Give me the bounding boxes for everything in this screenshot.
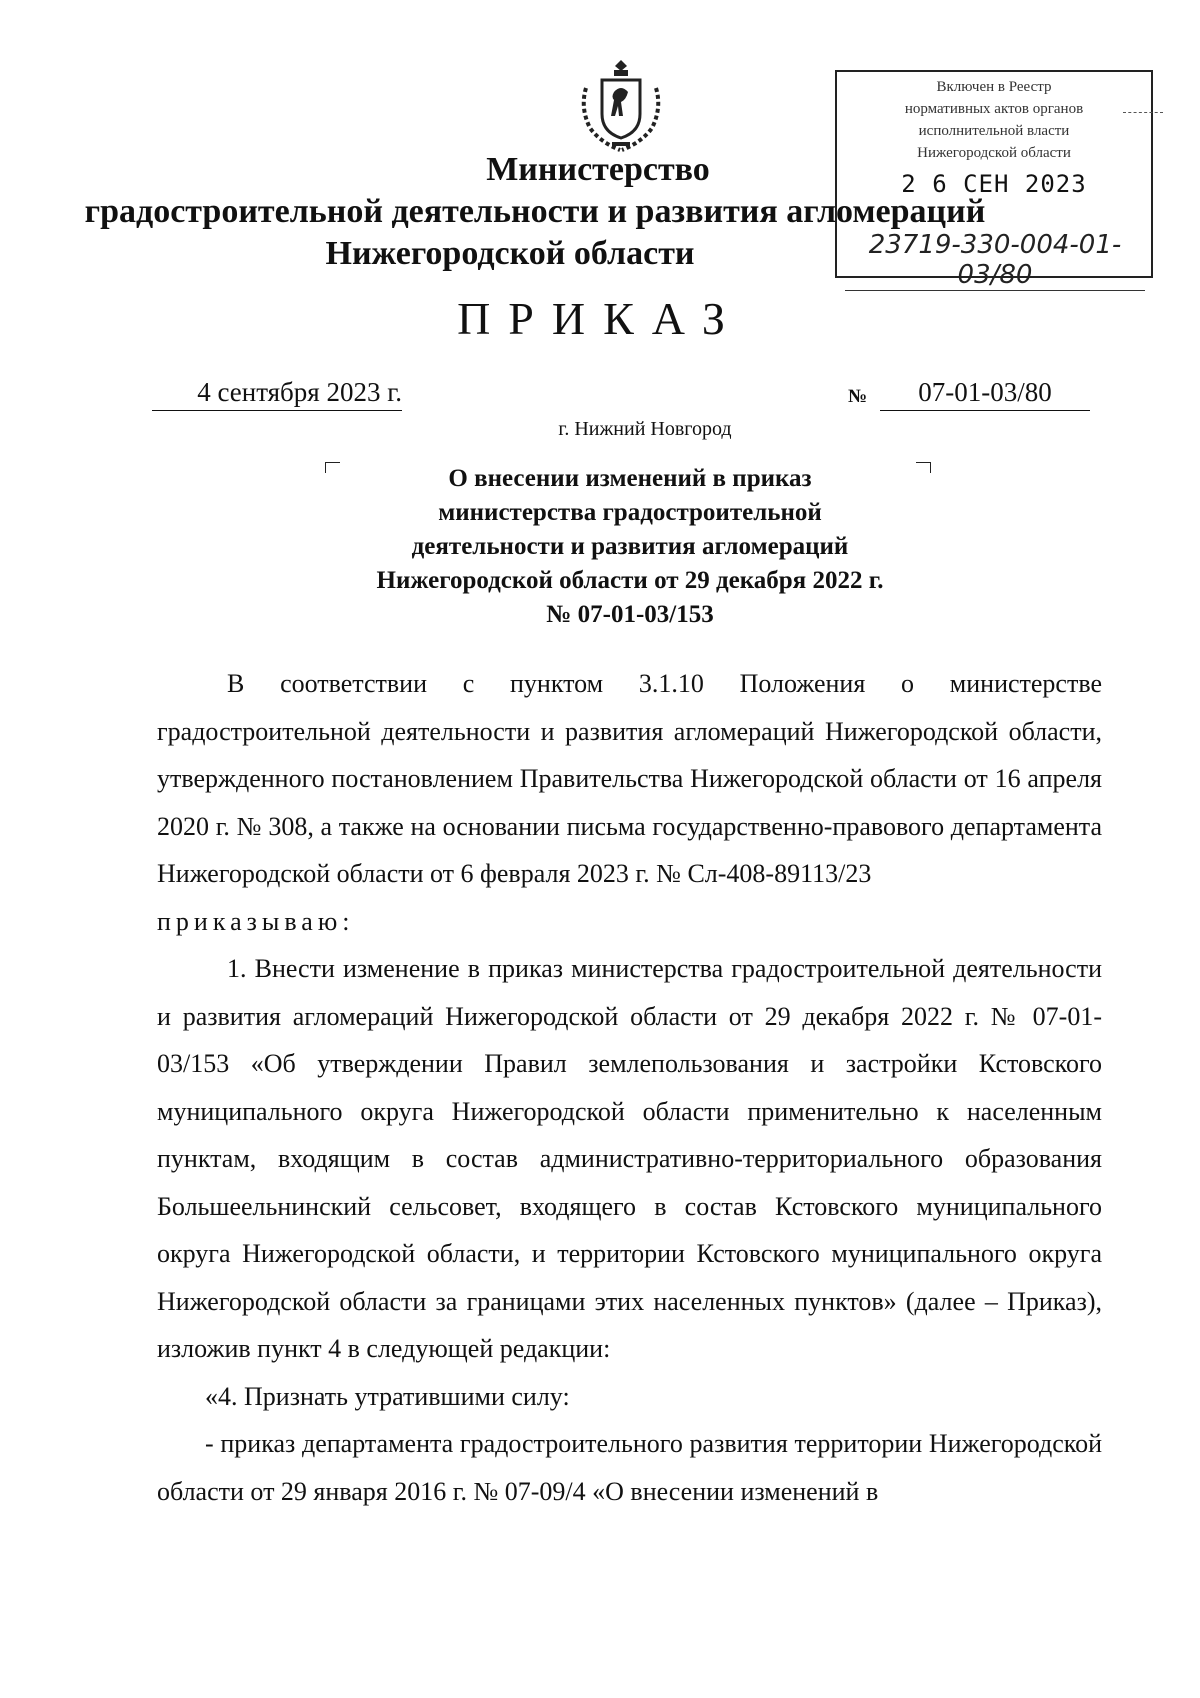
ministry-title-line-1: Министерство: [486, 151, 710, 188]
subject-line-5: № 07-01-03/153: [546, 601, 714, 628]
item-4-paragraph: «4. Признать утратившими силу:: [205, 1381, 570, 1411]
dash-item-paragraph: - приказ департамента градостроительного развития территории Нижегородской области от 29 января 2016 г. № 07-09/4 «О внесении изменений в: [157, 1429, 1102, 1506]
order-body: [157, 660, 1102, 1515]
stamp-divider: [1123, 112, 1163, 113]
order-date: 4 сентября 2023 г.: [152, 377, 402, 411]
subject-line-1: О внесении изменений в приказ: [448, 465, 812, 492]
stamp-line-3: исполнительной власти: [918, 123, 1070, 139]
subject-line-2: министерства градостроительной: [438, 499, 822, 526]
item-1-paragraph: 1. Внести изменение в приказ министерства градостроительной деятельности и развития агломераций Нижегородской области от 29 декабря 2022 г. № 07-01-03/153 «Об утверждении Правил землепользования и застройки Кстовского муниципального округа Нижегородской области применительно к населенным пунктам, входящим в состав административно-территориального образования Большеельнинский сельсовет, входящего в состав Кстовского муниципального округа Нижегородской области, и территории Кстовского муниципального округа Нижегородской области за границами этих населенных пунктов» (далее – Приказ), изложив пункт 4 в следующей редакции:: [157, 954, 1102, 1363]
registry-stamp: [835, 70, 1153, 290]
number-sign: №: [848, 386, 868, 407]
subject-line-3: деятельности и развития агломераций: [411, 533, 849, 560]
stamp-line-1: Включен в Реестр: [936, 79, 1052, 95]
subject-line-4: Нижегородской области от 29 декабря 2022 г.: [376, 567, 884, 594]
order-word: приказываю:: [157, 906, 355, 936]
order-number: 07-01-03/80: [880, 377, 1090, 411]
document-type: ПРИКАЗ: [457, 293, 743, 344]
stamp-line-4: Нижегородской области: [917, 145, 1071, 161]
stamp-registration-number: 23719-330-004-01-03/80: [845, 230, 1145, 291]
stamp-line-2: нормативных актов органов: [904, 101, 1084, 117]
stamp-date: 2 6 СЕН 2023: [901, 170, 1087, 198]
preamble-paragraph: В соответствии с пунктом 3.1.10 Положения о министерстве градостроительной деятельности и развития агломераций Нижегородской области, утвержденного постановлением Правительства Нижегородской области от 16 апреля 2020 г. № 308, а также на основании письма государственно-правового департамента Нижегородской области от 6 февраля 2023 г. № Сл-408-89113/23: [157, 669, 1102, 888]
ministry-title-line-2: градостроительной деятельности и развития агломераций: [84, 193, 986, 230]
ministry-title-line-3: Нижегородской области: [325, 235, 695, 272]
order-subject: [330, 462, 930, 632]
place-of-issue: г. Нижний Новгород: [558, 418, 732, 440]
coat-of-arms-icon: [576, 58, 666, 154]
